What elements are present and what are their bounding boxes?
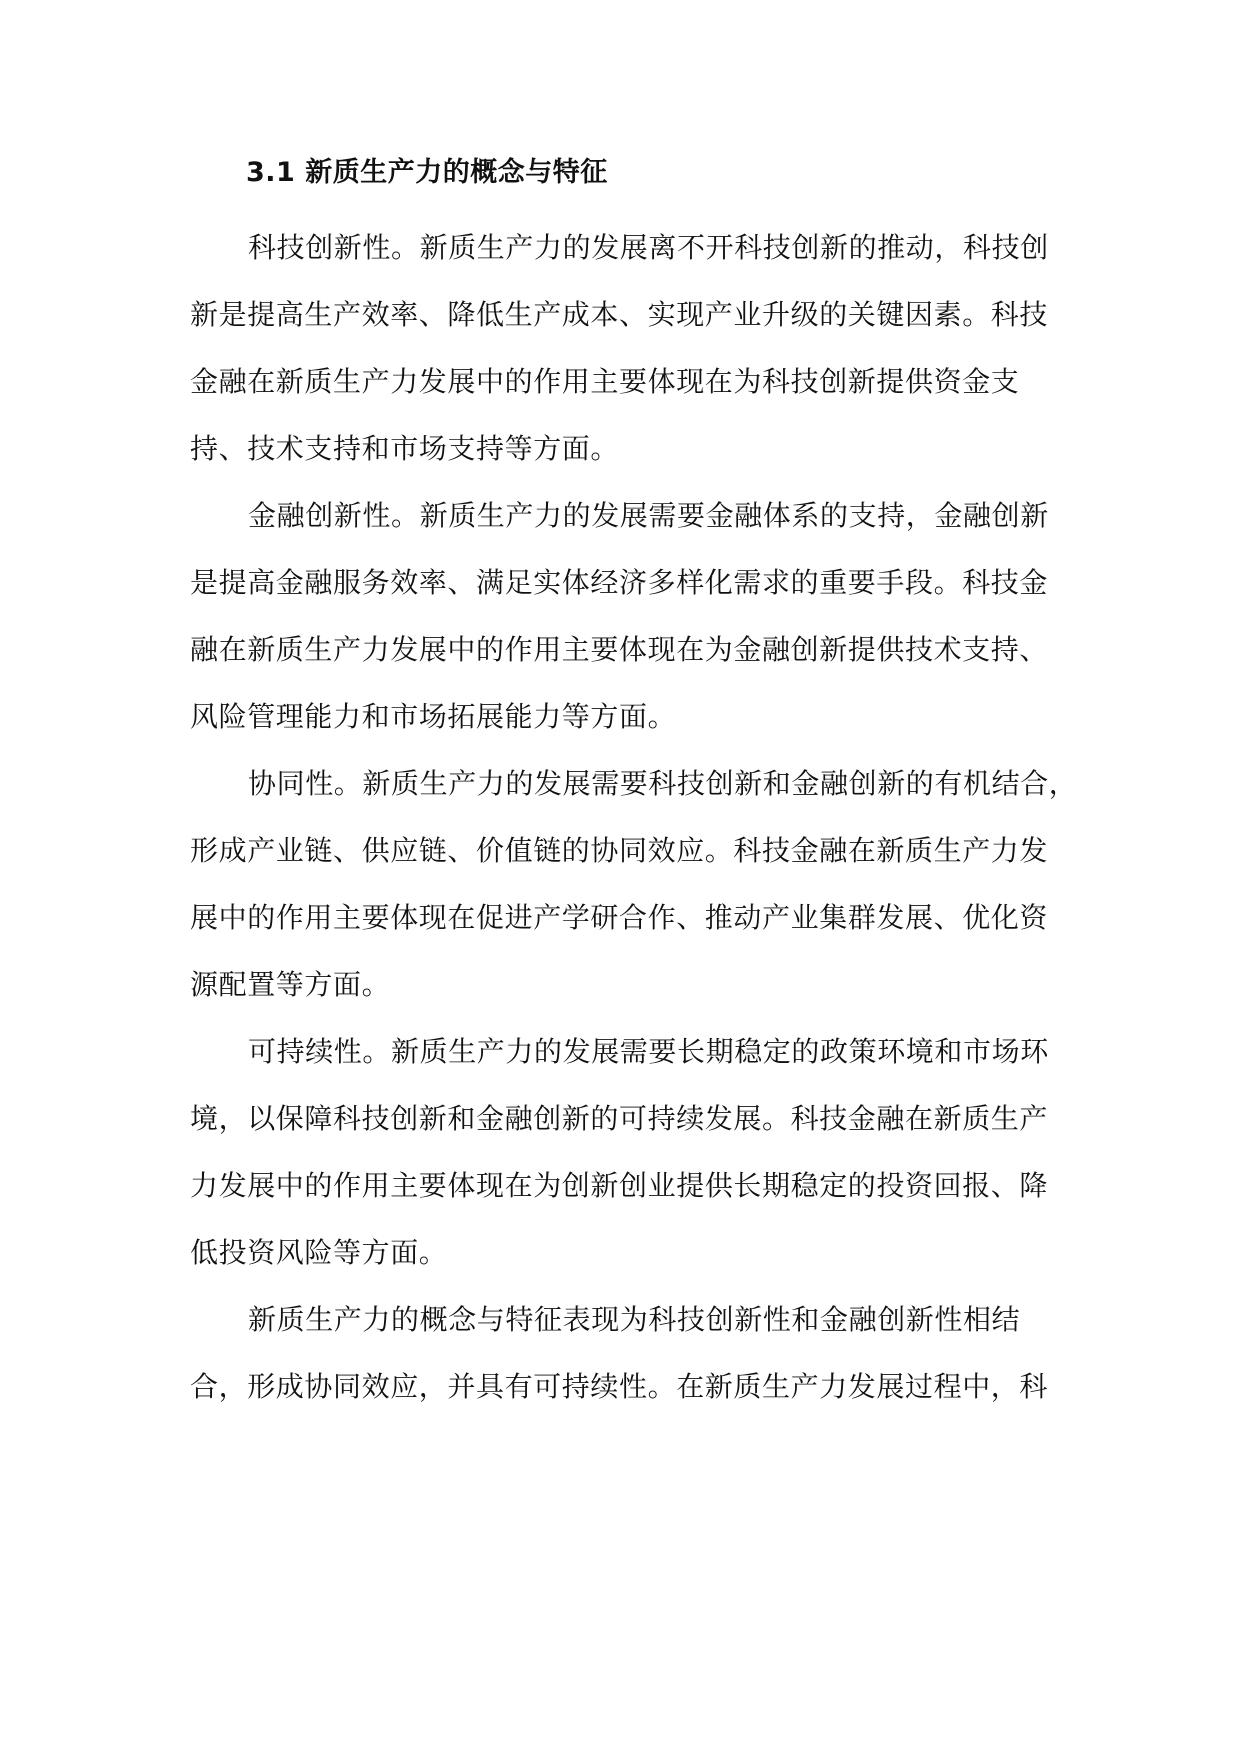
paragraph-line: 持、技术支持和市场支持等方面。 [190,432,620,465]
paragraph-line: 低投资风险等方面。 [190,1236,448,1269]
paragraph-line: 科技创新性。新质生产力的发展离不开科技创新的推动，科技创 [248,231,1049,264]
paragraph-line: 风险管理能力和市场拓展能力等方面。 [190,700,677,733]
paragraph-line: 协同性。新质生产力的发展需要科技创新和金融创新的有机结合， [248,767,1078,800]
paragraph-line: 新质生产力的概念与特征表现为科技创新性和金融创新性相结 [248,1303,1021,1336]
section-heading: 3.1 新质生产力的概念与特征 [246,157,608,188]
paragraph-line: 境，以保障科技创新和金融创新的可持续发展。科技金融在新质生产 [190,1102,1049,1135]
paragraph-line: 力发展中的作用主要体现在为创新创业提供长期稳定的投资回报、降 [190,1169,1049,1202]
paragraph-line: 新是提高生产效率、降低生产成本、实现产业升级的关键因素。科技 [190,298,1049,331]
paragraph-line: 展中的作用主要体现在促进产学研合作、推动产业集群发展、优化资 [190,901,1049,934]
paragraph-line: 源配置等方面。 [190,968,391,1001]
paragraph-line: 金融创新性。新质生产力的发展需要金融体系的支持，金融创新 [248,499,1049,532]
paragraph-line: 可持续性。新质生产力的发展需要长期稳定的政策环境和市场环 [248,1035,1049,1068]
paragraph-line: 融在新质生产力发展中的作用主要体现在为金融创新提供技术支持、 [190,633,1049,666]
paragraph-line: 金融在新质生产力发展中的作用主要体现在为科技创新提供资金支 [190,365,1020,398]
paragraph-line: 形成产业链、供应链、价值链的协同效应。科技金融在新质生产力发 [190,834,1049,867]
paragraph-line: 合，形成协同效应，并具有可持续性。在新质生产力发展过程中，科 [190,1370,1049,1403]
paragraph-line: 是提高金融服务效率、满足实体经济多样化需求的重要手段。科技金 [190,566,1049,599]
